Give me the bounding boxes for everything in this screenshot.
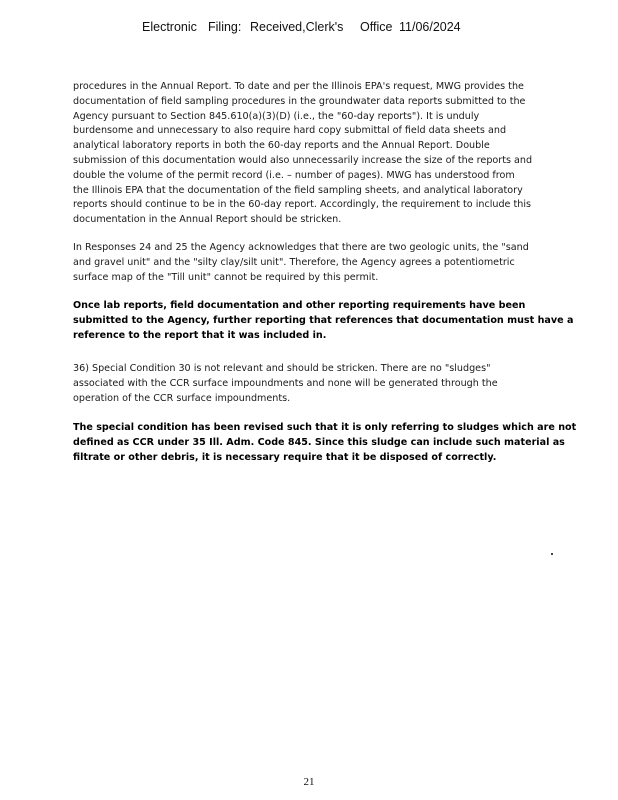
header-received-clerks: Received,Clerk's — [250, 20, 344, 34]
text-line: documentation of field sampling procedures in the groundwater data reports submitted to the — [73, 95, 526, 107]
text-line: 36) Special Condition 30 is not relevant and should be stricken. There are no "sludges" — [73, 363, 491, 374]
text-line: reference to the report that it was included in. — [73, 329, 327, 341]
text-line: In Responses 24 and 25 the Agency acknowledges that there are two geologic units, the "sand — [73, 242, 529, 253]
header-filing: Filing: — [208, 20, 242, 34]
text-line: reports should continue to be in the 60-day report. Accordingly, the requirement to include this — [73, 199, 532, 211]
header-office: Office — [360, 20, 393, 34]
text-line: Agency pursuant to Section 845.610(a)(3)(D) (i.e., the "60-day reports"). It is unduly — [73, 110, 480, 122]
text-line: surface map of the "Till unit" cannot be required by this permit. — [73, 271, 379, 283]
text-line: operation of the CCR surface impoundments. — [73, 392, 291, 404]
scan-artifact-dot — [551, 553, 553, 555]
text-line: burdensome and unnecessary to also require hard copy submittal of field data sheets and — [73, 125, 507, 137]
text-line: analytical laboratory reports in both the 60-day reports and the Annual Report. Double — [73, 140, 490, 152]
text-line: procedures in the Annual Report. To date and per the Illinois EPA's request, MWG provides the — [73, 81, 524, 92]
text-line: The special condition has been revised such that it is only referring to sludges which are not — [73, 422, 577, 433]
paragraph-agency-response-sludges — [73, 421, 577, 465]
text-line: documentation in the Annual Report should be stricken. — [73, 214, 342, 226]
page-number: 21 — [303, 776, 315, 788]
text-line: submission of this documentation would also unnecessarily increase the size of the reports and — [73, 154, 533, 166]
paragraph-special-condition-30 — [73, 362, 553, 406]
text-line: associated with the CCR surface impoundments and none will be generated through the — [73, 377, 498, 389]
text-line: filtrate or other debris, it is necessary require that it be disposed of correctly. — [73, 451, 497, 463]
text-line: submitted to the Agency, further reporting that references that documentation must have a — [73, 314, 574, 326]
paragraph-annual-report-documentation — [73, 80, 553, 228]
text-line: double the volume of the permit record (i.e. – number of pages). MWG has understood from — [73, 169, 515, 181]
header-date: 11/06/2024 — [399, 20, 461, 34]
text-line: defined as CCR under 35 Ill. Adm. Code 845. Since this sludge can include such material as — [73, 436, 565, 448]
header-electronic: Electronic — [142, 20, 197, 34]
paragraph-agency-response-lab-reports — [73, 299, 574, 343]
paragraph-geologic-units — [73, 241, 553, 285]
text-line: the Illinois EPA that the documentation of the field sampling sheets, and analytical laboratory — [73, 184, 523, 196]
text-line: Once lab reports, field documentation and other reporting requirements have been — [73, 300, 526, 311]
text-line: and gravel unit" and the "silty clay/silt unit". Therefore, the Agency agrees a potentiometric — [73, 256, 515, 268]
